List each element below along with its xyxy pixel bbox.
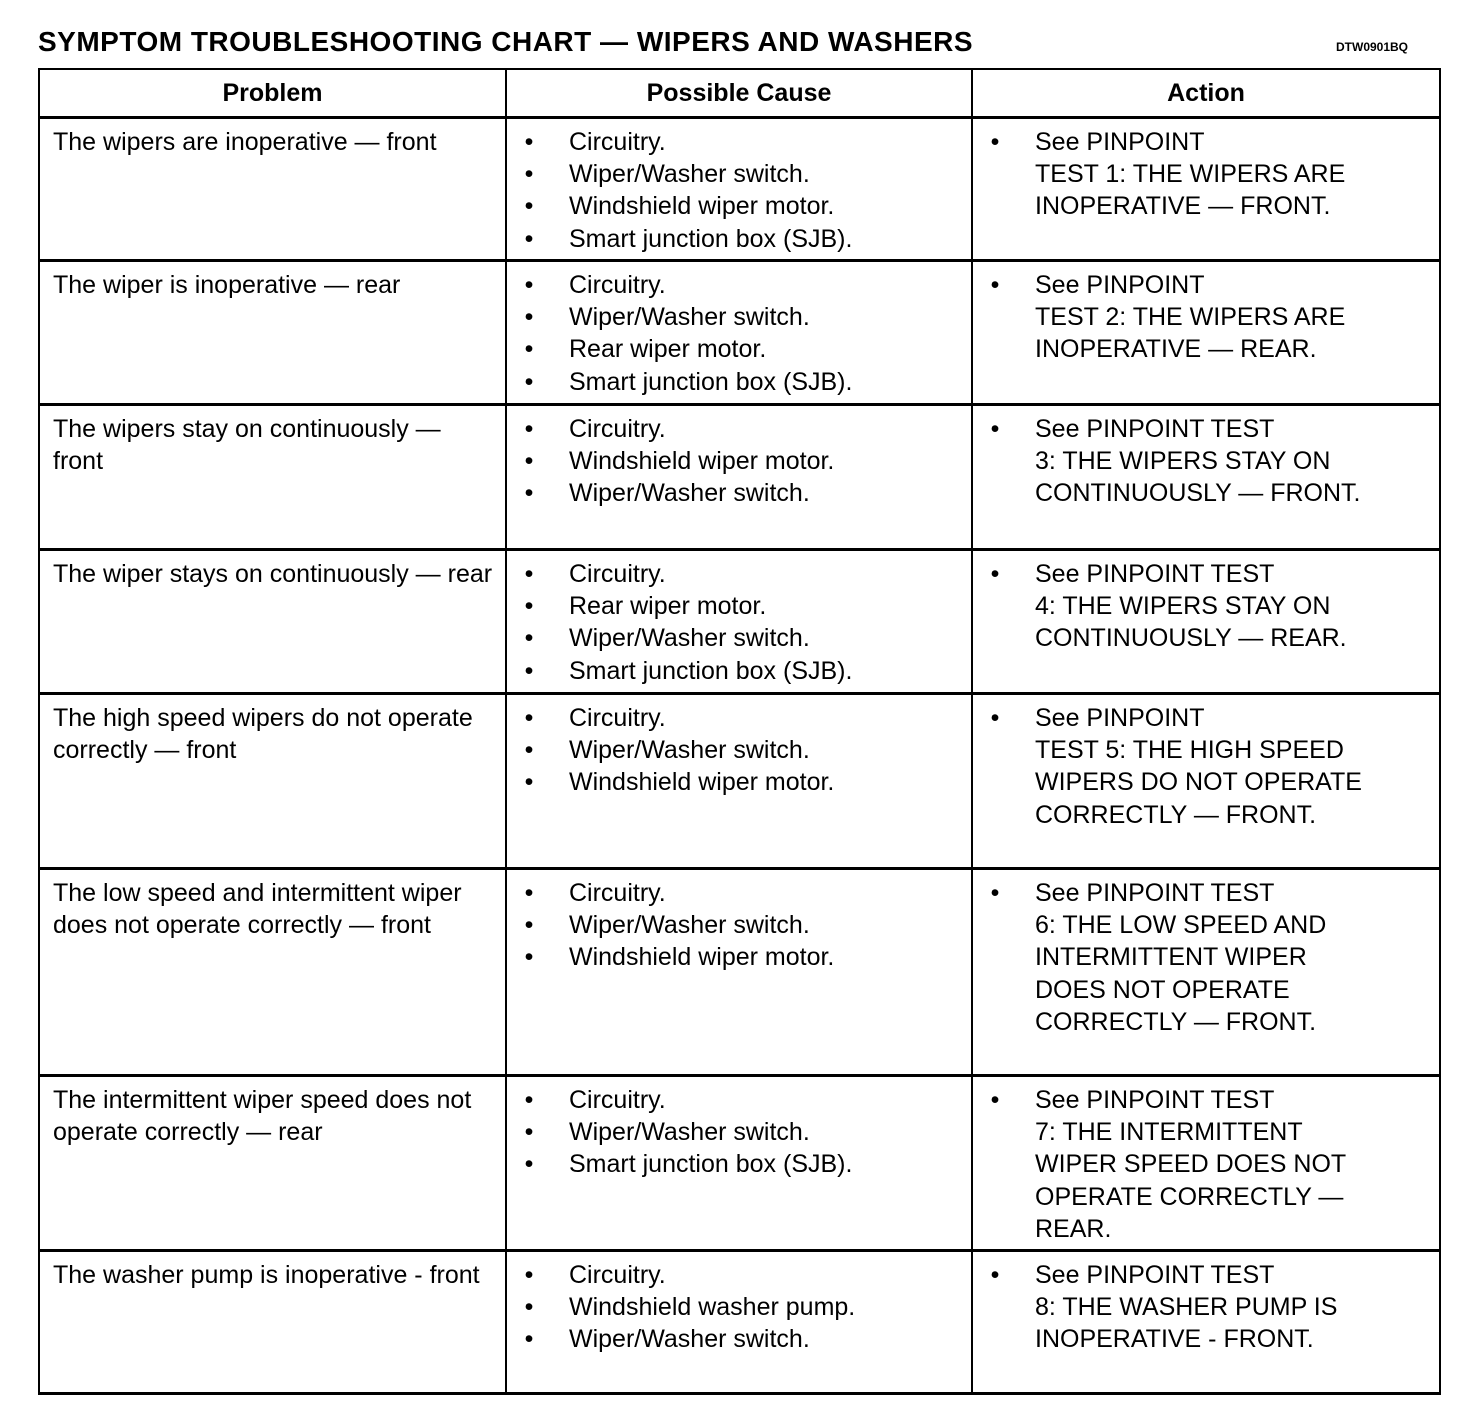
table-row	[39, 694, 1440, 869]
cause-text: Wiper/Washer switch.	[569, 1118, 810, 1147]
cause-item	[519, 558, 959, 590]
bullet-icon: •	[990, 415, 1000, 443]
bullet-icon: •	[524, 192, 534, 221]
table-row	[39, 261, 1440, 405]
problem-cell: The high speed wipers do not operate correctly — front	[39, 694, 506, 869]
cause-item	[519, 301, 959, 333]
cause-list	[519, 877, 959, 974]
cause-text: Wiper/Washer switch.	[569, 911, 810, 940]
bullet-icon: •	[524, 335, 534, 364]
action-line: INOPERATIVE - FRONT.	[1035, 1325, 1314, 1354]
cause-item	[519, 413, 959, 445]
possible-cause-cell	[506, 261, 972, 405]
action-line: OPERATE CORRECTLY —	[1035, 1182, 1344, 1211]
problem-cell: The wipers are inoperative — front	[39, 118, 506, 261]
action-line: 6: THE LOW SPEED AND	[1035, 911, 1327, 940]
action-line: 4: THE WIPERS STAY ON	[1035, 592, 1331, 621]
cause-list	[519, 413, 959, 510]
cause-item	[519, 445, 959, 477]
column-header-possible-cause: Possible Cause	[506, 69, 972, 118]
cause-text: Smart junction box (SJB).	[569, 367, 853, 396]
action-text	[985, 413, 1427, 510]
action-line: See PINPOINT	[1035, 271, 1205, 299]
action-text	[985, 558, 1427, 655]
action-cell	[972, 550, 1440, 694]
action-line: CONTINUOUSLY — REAR.	[1035, 624, 1347, 653]
action-cell	[972, 118, 1440, 261]
possible-cause-cell	[506, 1251, 972, 1394]
possible-cause-cell	[506, 1076, 972, 1251]
bullet-icon: •	[524, 128, 534, 156]
cause-item	[519, 126, 959, 158]
action-line: INOPERATIVE — FRONT.	[1035, 192, 1331, 221]
action-cell	[972, 1251, 1440, 1394]
action-line: 7: THE INTERMITTENT	[1035, 1118, 1303, 1147]
cause-item	[519, 702, 959, 734]
cause-item	[519, 766, 959, 798]
bullet-icon: •	[524, 1261, 534, 1289]
chart-title: SYMPTOM TROUBLESHOOTING CHART — WIPERS AND WASHERS	[38, 26, 974, 57]
table-row	[39, 1251, 1440, 1394]
troubleshooting-table	[38, 68, 1441, 1395]
cause-text: Circuitry.	[569, 560, 666, 588]
bullet-icon: •	[524, 1118, 534, 1147]
cause-text: Windshield wiper motor.	[569, 943, 835, 972]
bullet-icon: •	[524, 560, 534, 588]
possible-cause-cell	[506, 694, 972, 869]
table-row	[39, 550, 1440, 694]
bullet-icon: •	[990, 128, 1000, 156]
cause-text: Windshield wiper motor.	[569, 447, 835, 476]
action-line: See PINPOINT TEST	[1035, 560, 1275, 588]
action-line: WIPERS DO NOT OPERATE	[1035, 768, 1362, 797]
cause-text: Windshield wiper motor.	[569, 192, 835, 221]
action-line: See PINPOINT	[1035, 704, 1205, 732]
bullet-icon: •	[990, 271, 1000, 299]
cause-item	[519, 366, 959, 398]
bullet-icon: •	[524, 479, 534, 508]
action-line: WIPER SPEED DOES NOT	[1035, 1150, 1347, 1179]
cause-item	[519, 909, 959, 941]
action-line: REAR.	[1035, 1214, 1112, 1243]
cause-item	[519, 1116, 959, 1148]
bullet-icon: •	[524, 303, 534, 332]
problem-cell: The washer pump is inoperative - front	[39, 1251, 506, 1394]
bullet-icon: •	[524, 271, 534, 299]
bullet-icon: •	[524, 656, 534, 685]
action-line: DOES NOT OPERATE	[1035, 975, 1290, 1004]
action-cell	[972, 869, 1440, 1076]
cause-item	[519, 1291, 959, 1323]
cause-text: Circuitry.	[569, 704, 666, 732]
cause-list	[519, 269, 959, 398]
bullet-icon: •	[524, 879, 534, 907]
cause-item	[519, 1323, 959, 1355]
column-header-problem: Problem	[39, 69, 506, 118]
possible-cause-cell	[506, 550, 972, 694]
cause-text: Wiper/Washer switch.	[569, 303, 810, 332]
table-row	[39, 869, 1440, 1076]
action-text	[985, 702, 1427, 831]
possible-cause-cell	[506, 118, 972, 261]
bullet-icon: •	[524, 943, 534, 972]
cause-text: Wiper/Washer switch.	[569, 1325, 810, 1354]
bullet-icon: •	[524, 1293, 534, 1322]
table-row	[39, 118, 1440, 261]
cause-item	[519, 477, 959, 509]
action-line: TEST 2: THE WIPERS ARE	[1035, 303, 1346, 332]
cause-item	[519, 877, 959, 909]
possible-cause-cell	[506, 405, 972, 550]
cause-item	[519, 158, 959, 190]
action-line: 3: THE WIPERS STAY ON	[1035, 447, 1331, 476]
bullet-icon: •	[990, 560, 1000, 588]
table-row	[39, 405, 1440, 550]
action-line: CONTINUOUSLY — FRONT.	[1035, 479, 1361, 508]
cause-item	[519, 333, 959, 365]
cause-item	[519, 734, 959, 766]
action-text	[985, 269, 1427, 366]
bullet-icon: •	[524, 736, 534, 765]
cause-text: Rear wiper motor.	[569, 592, 767, 621]
bullet-icon: •	[524, 415, 534, 443]
cause-text: Wiper/Washer switch.	[569, 160, 810, 189]
bullet-icon: •	[524, 1325, 534, 1354]
action-cell	[972, 261, 1440, 405]
cause-text: Smart junction box (SJB).	[569, 656, 853, 685]
cause-text: Rear wiper motor.	[569, 335, 767, 364]
bullet-icon: •	[990, 704, 1000, 732]
cause-text: Circuitry.	[569, 879, 666, 907]
cause-list	[519, 702, 959, 799]
cause-item	[519, 269, 959, 301]
problem-cell: The wipers stay on continuously — front	[39, 405, 506, 550]
problem-cell: The wiper stays on continuously — rear	[39, 550, 506, 694]
action-line: See PINPOINT TEST	[1035, 1261, 1275, 1289]
bullet-icon: •	[990, 879, 1000, 907]
bullet-icon: •	[524, 592, 534, 621]
action-line: CORRECTLY — FRONT.	[1035, 800, 1317, 829]
cause-item	[519, 1148, 959, 1180]
bullet-icon: •	[524, 447, 534, 476]
table-header-row	[39, 69, 1440, 118]
action-line: 8: THE WASHER PUMP IS	[1035, 1293, 1338, 1322]
cause-text: Circuitry.	[569, 1086, 666, 1114]
bullet-icon: •	[524, 224, 534, 253]
bullet-icon: •	[524, 768, 534, 797]
cause-text: Circuitry.	[569, 415, 666, 443]
cause-list	[519, 558, 959, 687]
bullet-icon: •	[524, 911, 534, 940]
document-code: DTW0901BQ	[1336, 40, 1409, 54]
action-text	[985, 877, 1427, 1038]
cause-list	[519, 1084, 959, 1181]
cause-text: Wiper/Washer switch.	[569, 624, 810, 653]
bullet-icon: •	[524, 624, 534, 653]
problem-cell: The low speed and intermittent wiper does not operate correctly — front	[39, 869, 506, 1076]
cause-list	[519, 126, 959, 255]
cause-text: Windshield wiper motor.	[569, 768, 835, 797]
cause-item	[519, 590, 959, 622]
table-row	[39, 1076, 1440, 1251]
cause-item	[519, 1259, 959, 1291]
bullet-icon: •	[990, 1261, 1000, 1289]
action-line: See PINPOINT TEST	[1035, 1086, 1275, 1114]
action-line: TEST 1: THE WIPERS ARE	[1035, 160, 1346, 189]
possible-cause-cell	[506, 869, 972, 1076]
column-header-action: Action	[972, 69, 1440, 118]
cause-text: Smart junction box (SJB).	[569, 1150, 853, 1179]
action-line: See PINPOINT TEST	[1035, 879, 1275, 907]
cause-text: Circuitry.	[569, 271, 666, 299]
action-text	[985, 1084, 1427, 1245]
bullet-icon: •	[524, 1086, 534, 1114]
action-line: TEST 5: THE HIGH SPEED	[1035, 736, 1344, 765]
action-cell	[972, 694, 1440, 869]
problem-cell: The intermittent wiper speed does not operate correctly — rear	[39, 1076, 506, 1251]
cause-text: Windshield washer pump.	[569, 1293, 856, 1322]
action-line: See PINPOINT TEST	[1035, 415, 1275, 443]
bullet-icon: •	[524, 704, 534, 732]
bullet-icon: •	[524, 1150, 534, 1179]
cause-item	[519, 941, 959, 973]
action-line: INOPERATIVE — REAR.	[1035, 335, 1317, 364]
cause-text: Wiper/Washer switch.	[569, 479, 810, 508]
cause-text: Smart junction box (SJB).	[569, 224, 853, 253]
action-cell	[972, 1076, 1440, 1251]
cause-item	[519, 223, 959, 255]
problem-cell: The wiper is inoperative — rear	[39, 261, 506, 405]
bullet-icon: •	[524, 367, 534, 396]
cause-item	[519, 622, 959, 654]
cause-item	[519, 1084, 959, 1116]
bullet-icon: •	[990, 1086, 1000, 1114]
cause-list	[519, 1259, 959, 1356]
action-text	[985, 1259, 1427, 1356]
action-line: INTERMITTENT WIPER	[1035, 943, 1307, 972]
action-line: See PINPOINT	[1035, 128, 1205, 156]
action-line: CORRECTLY — FRONT.	[1035, 1007, 1317, 1036]
cause-item	[519, 190, 959, 222]
cause-text: Circuitry.	[569, 128, 666, 156]
cause-text: Wiper/Washer switch.	[569, 736, 810, 765]
cause-item	[519, 655, 959, 687]
action-text	[985, 126, 1427, 223]
action-cell	[972, 405, 1440, 550]
cause-text: Circuitry.	[569, 1261, 666, 1289]
bullet-icon: •	[524, 160, 534, 189]
